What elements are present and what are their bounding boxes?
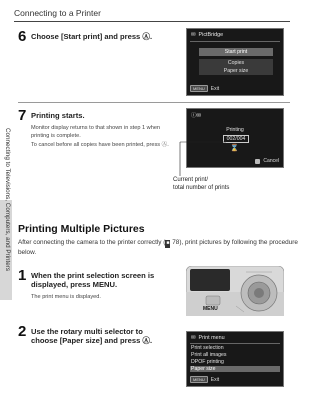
step-2-number: 2	[18, 323, 27, 340]
section-intro-after: ), print pictures by following the procedure below.	[18, 239, 298, 256]
print-menu-screen	[186, 331, 284, 387]
pictbridge-screen-header	[187, 29, 283, 40]
menu-item-dpof-printing[interactable]: DPOF printing	[191, 359, 224, 365]
menu-key-badge: MENU	[190, 376, 208, 383]
camera-illustration	[186, 266, 284, 316]
cancel-hint	[255, 158, 279, 164]
pictbridge-screen	[186, 28, 284, 96]
printing-screen-header	[187, 109, 283, 120]
menu-item-paper-size[interactable]: Paper size	[190, 366, 280, 372]
screen-divider	[190, 41, 280, 42]
pictbridge-icon: ✉	[191, 31, 196, 38]
printing-status: Printing	[226, 127, 244, 133]
section-intro	[18, 238, 298, 257]
page-header-title: Connecting to a Printer	[14, 8, 101, 18]
section-title: Printing Multiple Pictures	[18, 223, 145, 235]
divider	[18, 102, 290, 103]
callout-line-2: total number of prints	[173, 185, 230, 192]
section-intro-page[interactable]: 78	[172, 239, 180, 246]
step-1-text: The print menu is displayed.	[31, 294, 101, 300]
menu-button-label[interactable]: MENU	[203, 306, 218, 312]
side-chapter-label: Connecting to Televisions, Computers, and Printers	[4, 128, 11, 272]
callout-leader-line	[170, 130, 230, 180]
menu-key-badge: MENU	[190, 85, 208, 92]
page-ref-icon: ■	[166, 240, 170, 246]
printer-connection-icon: ⓘ✉	[191, 112, 201, 119]
step-7-number: 7	[18, 107, 27, 124]
hourglass-icon: ⌛	[230, 145, 239, 152]
camera-back-drawing	[186, 266, 284, 316]
exit-label: Exit	[210, 85, 220, 92]
step-6-number: 6	[18, 28, 27, 45]
menu-item-print-selection[interactable]: Print selection	[191, 345, 224, 351]
callout-line-1: Current print/	[173, 177, 209, 183]
section-intro-before: After connecting the camera to the printer correctly (	[18, 239, 166, 246]
step-7-text: Monitor display returns to that shown in step 1 when printing is complete.	[31, 125, 161, 140]
step-7-title: Printing starts.	[31, 111, 85, 120]
menu-item-paper-size[interactable]: Paper size	[199, 67, 273, 75]
step-6-title: Choose [Start print] and press Ⓐ.	[31, 32, 153, 41]
screen-divider	[190, 343, 280, 344]
header-rule	[14, 21, 290, 22]
print-menu-header	[187, 332, 283, 343]
pictbridge-title: PictBridge	[198, 31, 224, 38]
step-7-text-cancel: To cancel before all copies have been printed, press Ⓐ.	[31, 142, 169, 148]
menu-item-print-all-images[interactable]: Print all images	[191, 352, 227, 358]
exit-hint	[190, 376, 219, 383]
step-2-title: Use the rotary multi selector to choose [Paper size] and press Ⓐ.	[31, 327, 153, 346]
print-menu-title: Print menu	[198, 334, 225, 341]
menu-item-start-print[interactable]: Start print	[199, 48, 273, 56]
step-1-title: When the print selection screen is displayed, press MENU.	[31, 271, 155, 290]
menu-item-copies[interactable]: Copies	[199, 59, 273, 67]
callout-caption	[173, 176, 229, 192]
print-counter: 002/004	[223, 135, 249, 143]
exit-label: Exit	[210, 376, 220, 383]
cancel-label: Cancel	[263, 158, 279, 164]
exit-hint	[190, 85, 219, 92]
step-1-number: 1	[18, 267, 27, 284]
print-menu-icon: ✉	[191, 334, 196, 341]
ok-button-icon	[255, 159, 260, 164]
